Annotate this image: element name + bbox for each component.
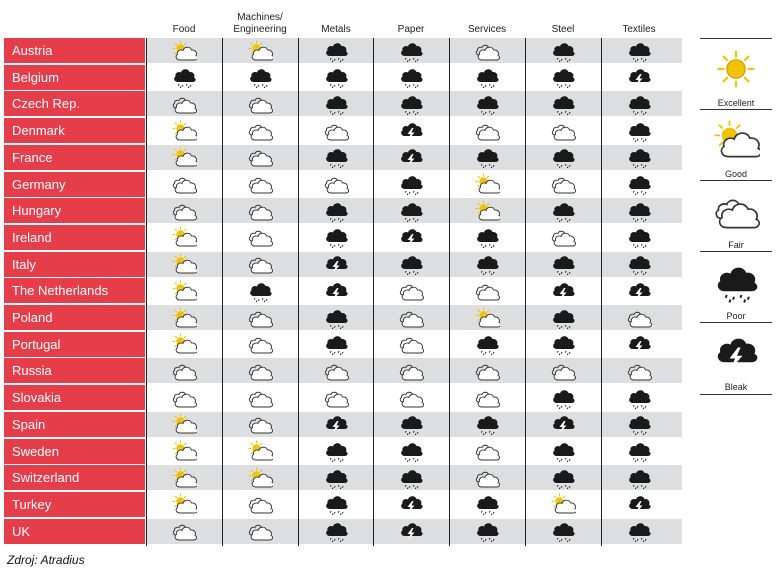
poor-weather-icon: [550, 66, 576, 88]
good-weather-icon: [474, 200, 500, 222]
poor-weather-icon: [247, 66, 273, 88]
country-label: Belgium: [4, 65, 145, 90]
fair-weather-icon: [398, 360, 424, 382]
country-label: Austria: [4, 38, 145, 63]
country-label: France: [4, 145, 145, 170]
legend-item-bleak: [700, 322, 772, 395]
poor-weather-icon: [550, 253, 576, 275]
poor-weather-icon: [550, 440, 576, 462]
country-label: Czech Rep.: [4, 91, 145, 116]
fair-weather-icon: [398, 333, 424, 355]
fair-weather-icon: [171, 200, 197, 222]
fair-weather-icon: [247, 387, 273, 409]
poor-weather-icon: [398, 253, 424, 275]
fair-weather-icon: [323, 120, 349, 142]
poor-weather-icon: [398, 200, 424, 222]
country-label: The Netherlands: [4, 278, 145, 303]
bleak-weather-icon: [323, 280, 349, 302]
poor-weather-icon: [398, 40, 424, 62]
good-weather-icon: [171, 253, 197, 275]
good-weather-icon: [171, 413, 197, 435]
bleak-weather-icon: [550, 280, 576, 302]
legend-item-good: [700, 109, 772, 181]
fair-weather-icon: [247, 360, 273, 382]
country-label: Poland: [4, 305, 145, 330]
poor-weather-icon: [323, 440, 349, 462]
country-label: Portugal: [4, 332, 145, 357]
country-label: Hungary: [4, 198, 145, 223]
poor-weather-icon: [626, 467, 652, 489]
good-weather-icon: [247, 40, 273, 62]
fair-weather-icon: [550, 360, 576, 382]
fair-weather-icon: [247, 307, 273, 329]
fair-weather-icon: [247, 520, 273, 542]
source-caption: Zdroj: Atradius: [7, 553, 85, 567]
poor-weather-icon: [323, 333, 349, 355]
fair-weather-icon: [171, 93, 197, 115]
poor-weather-icon: [323, 40, 349, 62]
poor-weather-icon: [626, 200, 652, 222]
good-weather-icon: [474, 307, 500, 329]
legend-label: Poor: [726, 311, 746, 321]
poor-weather-icon: [626, 93, 652, 115]
poor-weather-icon: [323, 493, 349, 515]
poor-weather-icon: [626, 520, 652, 542]
poor-weather-icon: [626, 120, 652, 142]
bleak-weather-icon: [626, 493, 652, 515]
bleak-weather-icon: [398, 520, 424, 542]
poor-weather-icon: [550, 93, 576, 115]
poor-weather-icon: [398, 467, 424, 489]
poor-weather-icon: [474, 493, 500, 515]
poor-weather-icon: [323, 226, 349, 248]
good-weather-icon: [247, 440, 273, 462]
poor-weather-icon: [323, 66, 349, 88]
legend-item-poor: [700, 251, 772, 323]
fair-weather-icon: [398, 387, 424, 409]
bleak-weather-icon: [626, 280, 652, 302]
poor-weather-icon: [474, 333, 500, 355]
legend-item-excellent: [700, 38, 772, 110]
country-label: Sweden: [4, 439, 145, 464]
bleak-weather-icon: [626, 66, 652, 88]
excellent-weather-icon: [712, 47, 760, 91]
good-weather-icon: [171, 440, 197, 462]
poor-weather-icon: [550, 200, 576, 222]
good-weather-icon: [247, 467, 273, 489]
fair-weather-icon: [323, 387, 349, 409]
poor-weather-icon: [398, 66, 424, 88]
poor-weather-icon: [323, 307, 349, 329]
fair-weather-icon: [171, 360, 197, 382]
fair-weather-icon: [247, 253, 273, 275]
fair-weather-icon: [626, 360, 652, 382]
country-label: Denmark: [4, 118, 145, 143]
fair-weather-icon: [171, 173, 197, 195]
good-weather-icon: [171, 120, 197, 142]
bleak-weather-icon: [323, 413, 349, 435]
fair-weather-icon: [398, 307, 424, 329]
fair-weather-icon: [323, 173, 349, 195]
good-weather-icon: [171, 307, 197, 329]
fair-weather-icon: [474, 467, 500, 489]
poor-weather-icon: [247, 280, 273, 302]
poor-weather-icon: [398, 440, 424, 462]
fair-weather-icon: [474, 120, 500, 142]
bleak-weather-icon: [398, 226, 424, 248]
poor-weather-icon: [474, 253, 500, 275]
poor-weather-icon: [474, 520, 500, 542]
poor-weather-icon: [626, 413, 652, 435]
fair-weather-icon: [323, 360, 349, 382]
poor-weather-icon: [712, 260, 760, 304]
fair-weather-icon: [247, 333, 273, 355]
legend-label: Excellent: [717, 98, 755, 108]
column-divider: [373, 38, 374, 546]
legend-label: Good: [724, 169, 748, 179]
bleak-weather-icon: [550, 413, 576, 435]
column-header: Machines/ Engineering: [233, 12, 287, 35]
fair-weather-icon: [712, 189, 760, 233]
country-label: Slovakia: [4, 385, 145, 410]
bleak-weather-icon: [712, 331, 760, 375]
good-weather-icon: [171, 493, 197, 515]
poor-weather-icon: [550, 520, 576, 542]
poor-weather-icon: [626, 440, 652, 462]
fair-weather-icon: [171, 520, 197, 542]
fair-weather-icon: [247, 413, 273, 435]
poor-weather-icon: [323, 467, 349, 489]
poor-weather-icon: [398, 93, 424, 115]
column-header: Steel: [551, 24, 575, 35]
poor-weather-icon: [550, 387, 576, 409]
poor-weather-icon: [474, 413, 500, 435]
fair-weather-icon: [474, 387, 500, 409]
poor-weather-icon: [398, 173, 424, 195]
poor-weather-icon: [550, 467, 576, 489]
poor-weather-icon: [171, 66, 197, 88]
good-weather-icon: [550, 493, 576, 515]
country-label: Turkey: [4, 492, 145, 517]
poor-weather-icon: [626, 40, 652, 62]
column-divider: [449, 38, 450, 546]
country-label: Italy: [4, 252, 145, 277]
legend-label: Fair: [728, 240, 744, 250]
fair-weather-icon: [247, 226, 273, 248]
fair-weather-icon: [247, 493, 273, 515]
fair-weather-icon: [398, 280, 424, 302]
poor-weather-icon: [474, 93, 500, 115]
poor-weather-icon: [550, 333, 576, 355]
bleak-weather-icon: [323, 253, 349, 275]
column-header: Metals: [321, 24, 351, 35]
poor-weather-icon: [626, 387, 652, 409]
poor-weather-icon: [626, 173, 652, 195]
fair-weather-icon: [474, 40, 500, 62]
fair-weather-icon: [247, 93, 273, 115]
poor-weather-icon: [626, 226, 652, 248]
fair-weather-icon: [171, 387, 197, 409]
good-weather-icon: [171, 226, 197, 248]
country-label: Ireland: [4, 225, 145, 250]
good-weather-icon: [712, 118, 760, 162]
poor-weather-icon: [323, 146, 349, 168]
column-divider: [222, 38, 223, 546]
column-header: Food: [172, 24, 196, 35]
bleak-weather-icon: [398, 146, 424, 168]
legend-label: Bleak: [724, 382, 748, 392]
poor-weather-icon: [323, 200, 349, 222]
good-weather-icon: [474, 173, 500, 195]
good-weather-icon: [171, 40, 197, 62]
poor-weather-icon: [550, 307, 576, 329]
poor-weather-icon: [323, 520, 349, 542]
good-weather-icon: [171, 146, 197, 168]
column-divider: [298, 38, 299, 546]
country-label: Russia: [4, 358, 145, 383]
fair-weather-icon: [474, 360, 500, 382]
bleak-weather-icon: [398, 120, 424, 142]
good-weather-icon: [171, 333, 197, 355]
poor-weather-icon: [626, 253, 652, 275]
fair-weather-icon: [247, 120, 273, 142]
fair-weather-icon: [626, 307, 652, 329]
poor-weather-icon: [474, 66, 500, 88]
good-weather-icon: [171, 280, 197, 302]
poor-weather-icon: [550, 40, 576, 62]
column-divider: [146, 38, 147, 546]
bleak-weather-icon: [398, 493, 424, 515]
column-divider: [525, 38, 526, 546]
good-weather-icon: [171, 467, 197, 489]
fair-weather-icon: [247, 200, 273, 222]
fair-weather-icon: [550, 120, 576, 142]
poor-weather-icon: [626, 146, 652, 168]
poor-weather-icon: [550, 146, 576, 168]
country-label: Germany: [4, 172, 145, 197]
poor-weather-icon: [474, 226, 500, 248]
column-header: Paper: [397, 24, 425, 35]
country-label: UK: [4, 519, 145, 544]
fair-weather-icon: [550, 173, 576, 195]
column-header: Services: [467, 24, 507, 35]
fair-weather-icon: [247, 173, 273, 195]
bleak-weather-icon: [626, 333, 652, 355]
column-header: Textiles: [622, 24, 656, 35]
fair-weather-icon: [474, 440, 500, 462]
legend-item-fair: [700, 180, 772, 252]
fair-weather-icon: [247, 146, 273, 168]
country-label: Spain: [4, 412, 145, 437]
fair-weather-icon: [474, 280, 500, 302]
poor-weather-icon: [323, 93, 349, 115]
poor-weather-icon: [398, 413, 424, 435]
country-label: Switzerland: [4, 465, 145, 490]
fair-weather-icon: [550, 226, 576, 248]
poor-weather-icon: [474, 146, 500, 168]
column-divider: [601, 38, 602, 546]
